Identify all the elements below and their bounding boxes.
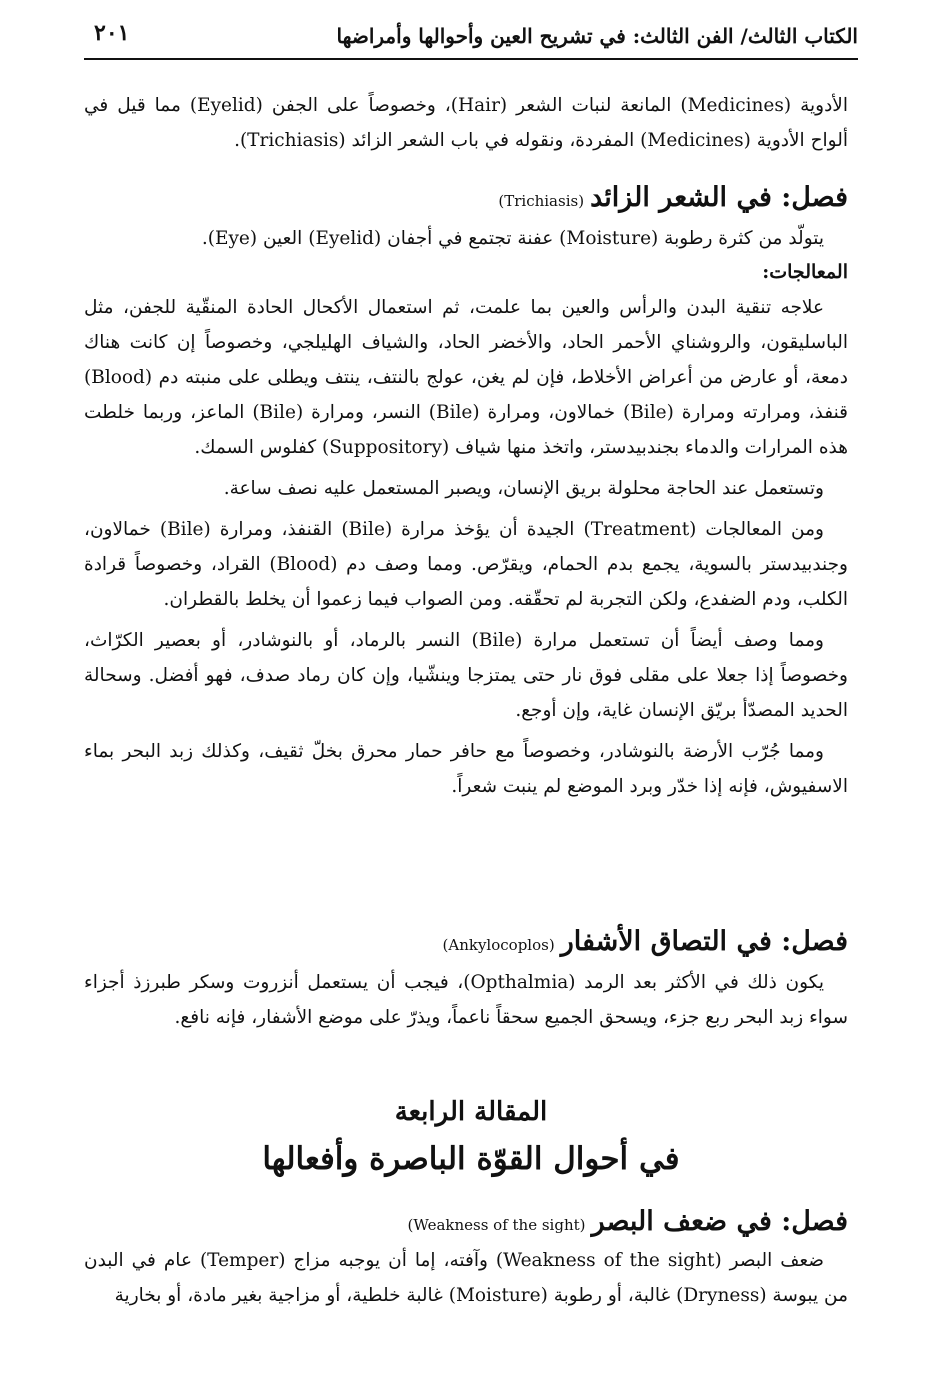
section-english-term: (Trichiasis) bbox=[498, 192, 585, 210]
section-title: فصل: في الشعر الزائد bbox=[590, 182, 848, 213]
section-paragraph: يكون ذلك في الأكثر بعد الرمد (Opthalmia)، فيجب أن يستعمل أنزروت وسكر طبرزذ أجزاء سواء زبد البحر ربع جزء، ويسحق الجميع سحقاً ناعماً، ويذرّ على موضع الأشفار، فإنه نافع. bbox=[84, 972, 848, 1028]
treatment-paragraph: ومن المعالجات (Treatment) الجيدة أن يؤخذ مرارة (Bile) القنفذ، ومرارة (Bile) خمالاون، وجندبيدستر بالسوية، يجمع بدم الحمام، ويقرّص. ومما وصف دم (Blood) القراد، وخصوصاً قرادة الكلب، ودم الضفدع، ولكن التجربة لم تحقّقه. ومن الصواب فيما زعموا أن يخلط بالقطران. bbox=[84, 519, 848, 610]
section-trichiasis bbox=[84, 182, 848, 804]
page-number: ٢٠١ bbox=[94, 20, 130, 46]
section-title: فصل: في ضعف البصر bbox=[591, 1206, 848, 1237]
section-heading bbox=[84, 182, 848, 217]
section-title: فصل: في التصاق الأشفار bbox=[560, 926, 848, 957]
treatment-paragraph: علاجه تنقية البدن والرأس والعين بما علمت، ثم استعمال الأكحال الحادة المنقّية للجفن، مثل الباسليقون، والروشناي الأحمر الحاد، والأخضر الحاد، والشياف الهليلجي، وخصوصاً إن كانت هناك دمعة، أو عارض من أعراض الأخلاط، فإن لم يغن، عولج بالنتف، ينتف ويطلى على منبته دم (Blood) قنفذ، ومرارته ومرارة (Bile) خمالاون، ومرارة (Bile) النسر، ومرارة (Bile) الماعز، وربما خلطت هذه المرارات والدماء بجندبيدستر، واتخذ منها شياف (Suppository) كفلوس السمك. bbox=[84, 297, 849, 458]
intro-block bbox=[84, 88, 848, 158]
treatment-paragraph: ومما جُرّب الأرضة بالنوشادر، وخصوصاً مع حافر حمار محرق بخلّ ثقيف، وكذلك زبد البحر بماء الاسفيوش، فإنه إذا خدّر وبرد الموضع لم ينبت شعراً. bbox=[84, 741, 848, 797]
running-title: الكتاب الثالث/ الفن الثالث: في تشريح العين وأحوالها وأمراضها bbox=[336, 24, 858, 48]
intro-paragraph: الأدوية (Medicines) المانعة لنبات الشعر (Hair)، وخصوصاً على الجفن (Eyelid) مما قيل في ألواح الأدوية (Medicines) المفردة، ونقوله في باب الشعر الزائد (Trichiasis). bbox=[84, 95, 849, 151]
treatment-paragraph: وتستعمل عند الحاجة محلولة بريق الإنسان، ويصبر المستعمل عليه نصف ساعة. bbox=[223, 478, 824, 499]
section-weakness-of-sight bbox=[84, 1206, 848, 1313]
section-heading bbox=[84, 926, 848, 961]
chapter-title: المقالة الرابعة bbox=[394, 1097, 548, 1127]
treatment-paragraph: ومما وصف أيضاً أن تستعمل مرارة (Bile) النسر بالرماد، أو بالنوشادر، أو بعصير الكرّاث، وخصوصاً إذا جعلا على مقلى فوق نار حتى يمتزجا وينشّيا، وإن كان رماد صدف، فهو أفضل. وسحالة الحديد المصدّأ بريّق الإنسان غاية، وإن أوجع. bbox=[84, 630, 848, 721]
section-heading bbox=[84, 1206, 848, 1241]
section-paragraph: ضعف البصر (Weakness of the sight) وآفته، إما أن يوجبه مزاج (Temper) عام في البدن من يبوسة (Dryness) غالبة، أو رطوبة (Moisture) غالبة خلطية، أو مزاجية بغير مادة، أو بخارية bbox=[84, 1250, 848, 1306]
running-header bbox=[84, 18, 858, 60]
treatments-subheading: المعالجات: bbox=[762, 261, 848, 283]
chapter-subtitle: في أحوال القوّة الباصرة وأفعالها bbox=[262, 1141, 680, 1177]
section-ankylocoplos bbox=[84, 926, 848, 1035]
section-paragraph: يتولّد من كثرة رطوبة (Moisture) عفنة تجتمع في أجفان (Eyelid) العين (Eye). bbox=[201, 228, 824, 249]
section-english-term: (Weakness of the sight) bbox=[407, 1216, 586, 1234]
section-english-term: (Ankylocoplos) bbox=[442, 936, 555, 954]
